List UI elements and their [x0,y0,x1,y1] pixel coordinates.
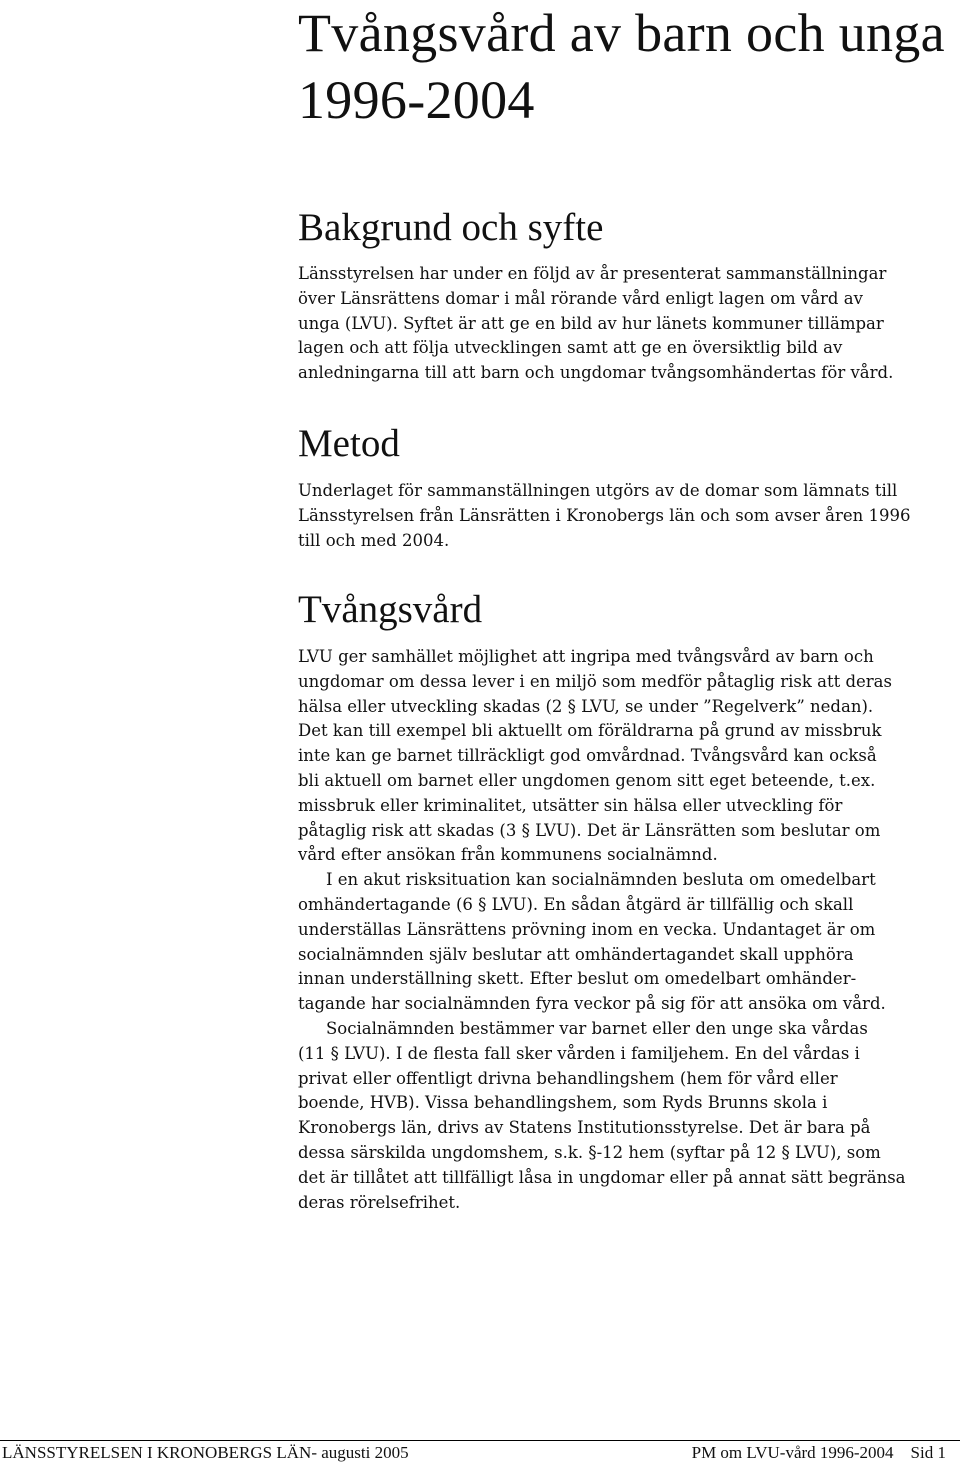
text-line: underställas Länsrättens prövning inom en vecka. Undantaget är om [298,919,876,939]
text-line: lagen och att följa utvecklingen samt att ge en översiktlig bild av [298,338,843,358]
text-line: inte kan ge barnet tillräckligt god omvårdnad. Tvångsvård kan också [298,746,877,766]
text-line: deras rörelsefrihet. [298,1192,461,1212]
heading-bakgrund: Bakgrund och syfte [298,206,604,249]
paragraph-bakgrund [298,262,960,386]
text-line: hälsa eller utveckling skadas (2 § LVU, se under ”Regelverk” nedan). [298,696,874,716]
text-line: anledningarna till att barn och ungdomar tvångsomhändertas för vård. [298,363,894,383]
text-line: innan underställning skett. Efter beslut om omedelbart omhänder- [298,969,857,989]
text-line: LVU ger samhället möjlighet att ingripa med tvångsvård av barn och [298,647,874,666]
text-line: bli aktuell om barnet eller ungdomen genom sitt eget beteende, t.ex. [298,770,876,790]
text-line: Länsstyrelsen har under en följd av år presenterat sammanställningar [298,264,887,283]
text-line: socialnämnden själv beslutar att omhändertagandet skall upphöra [298,944,854,964]
text-line: det är tillåtet att tillfälligt låsa in ungdomar eller på annat sätt begränsa [298,1167,906,1187]
paragraph-tvangsvard [298,645,960,1215]
footer-organization: LÄNSSTYRELSEN I KRONOBERGS LÄN- augusti 2005 [2,1443,409,1462]
text-line: påtaglig risk att skadas (3 § LVU). Det är Länsrätten som beslutar om [298,820,881,840]
text-line: tagande har socialnämnden fyra veckor på sig för att ansöka om vård. [298,994,886,1014]
text-line: dessa särskilda ungdomshem, s.k. §-12 hem (syftar på 12 § LVU), som [298,1142,881,1162]
text-line: missbruk eller kriminalitet, utsätter sin hälsa eller utveckling för [298,795,843,815]
document-title: Tvångsvård av barn och unga 1996-2004 [298,3,945,130]
text-line: vård efter ansökan från kommunens socialnämnd. [298,845,718,865]
paragraph-metod [298,479,960,553]
text-line: I en akut risksituation kan socialnämnden besluta om omedelbart [326,870,876,890]
text-line: Länsstyrelsen från Länsrätten i Kronobergs län och som avser åren 1996 [298,505,911,525]
text-line: Underlaget för sammanställningen utgörs av de domar som lämnats till [298,481,898,500]
text-line: över Länsrättens domar i mål rörande vård enligt lagen om vård av [298,288,863,308]
text-line: Socialnämnden bestämmer var barnet eller den unge ska vårdas [326,1018,868,1038]
footer-page-info: PM om LVU-vård 1996-2004 Sid 1 [691,1443,946,1462]
text-line: till och med 2004. [298,530,450,550]
page-footer [0,1440,960,1465]
text-line: omhändertagande (6 § LVU). En sådan åtgärd är tillfällig och skall [298,894,854,914]
text-line: boende, HVB). Vissa behandlingshem, som Ryds Brunns skola i [298,1093,828,1113]
text-line: Det kan till exempel bli aktuellt om föräldrarna på grund av missbruk [298,721,882,741]
text-line: ungdomar om dessa lever i en miljö som medför påtaglig risk att deras [298,671,892,691]
text-line: (11 § LVU). I de flesta fall sker vården i familjehem. En del vårdas i [298,1043,860,1063]
text-line: unga (LVU). Syftet är att ge en bild av hur länets kommuner tillämpar [298,313,884,333]
text-line: Kronobergs län, drivs av Statens Institutionsstyrelse. Det är bara på [298,1118,871,1138]
text-line: privat eller offentligt drivna behandlingshem (hem för vård eller [298,1068,838,1088]
heading-tvangsvard: Tvångsvård [298,588,483,631]
heading-metod: Metod [298,422,400,465]
